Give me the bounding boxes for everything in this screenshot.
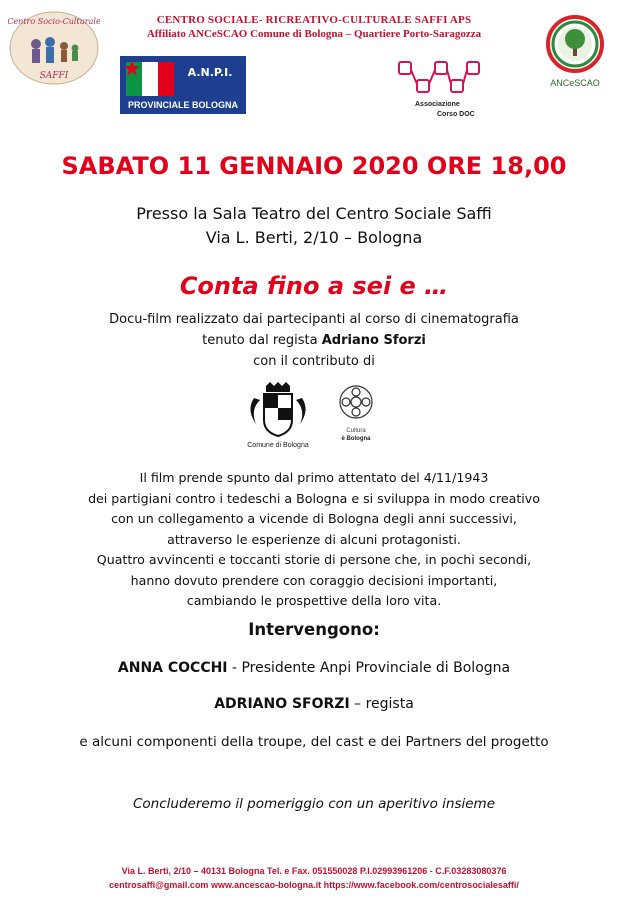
synopsis-line: hanno dovuto prendere con coraggio decisioni importanti, [130, 572, 498, 588]
comune-bologna-logo [240, 380, 316, 450]
speaker-adriano-sforzi [0, 696, 628, 712]
film-description: Docu-film realizzato dai partecipanti al corso di cinematografia [109, 312, 519, 327]
event-venue: Presso la Sala Teatro del Centro Sociale Saffi [136, 204, 492, 223]
contribution-line: con il contributo di [253, 354, 375, 369]
event-date: SABATO 11 GENNAIO 2020 ORE 18,00 [61, 152, 567, 180]
organization-name: CENTRO SOCIALE- RICREATIVO-CULTURALE SAFFI APS [156, 14, 472, 26]
speaker-role: – regista [349, 696, 414, 712]
synopsis-line: con un collegamento a vicende di Bologna degli anni successivi, [111, 511, 517, 526]
ancescao-logo-text: ANCeSCAO [550, 78, 600, 88]
footer-address: Via L. Berti, 2/10 – 40131 Bologna Tel. e Fax. 051550028 P.I.02993961206 - C.F.03283080376 [121, 866, 507, 876]
synopsis-line: Quattro avvincenti e toccanti storie di persone che, in pochi secondi, [96, 552, 532, 567]
saffi-logo-text: Centro Socio-Culturale [8, 17, 100, 26]
cultura-line2: è Bologna [341, 436, 371, 442]
organization-affiliation: Affiliato ANCeSCAO Comune di Bologna – Quartiere Porto-Saragozza [146, 28, 482, 40]
speaker-anna-cocchi [0, 660, 628, 676]
synopsis-line: cambiando le prospettive della loro vita. [186, 593, 442, 608]
cultura-bologna-logo [330, 382, 382, 448]
synopsis-line: dei partigiani contro i tedeschi a Bologna e si sviluppa in modo creativo [88, 490, 540, 506]
event-address: Via L. Berti, 2/10 – Bologna [205, 228, 423, 247]
film-director-line [0, 333, 628, 348]
corso-doc-logo [395, 58, 485, 120]
synopsis-line: Il film prende spunto dal primo attentato del 4/11/1943 [139, 470, 489, 485]
speaker-name: ADRIANO SFORZI [214, 696, 350, 712]
anpi-logo [120, 56, 246, 114]
saffi-logo-sub: SAFFI [39, 71, 69, 81]
corso-doc-line1: Associazione [415, 101, 460, 108]
anpi-logo-sub: PROVINCIALE BOLOGNA [127, 100, 239, 110]
director-prefix: tenuto dal regista [202, 333, 322, 348]
saffi-logo [8, 8, 100, 86]
director-name: Adriano Sforzi [321, 333, 426, 348]
cultura-line1: Cultura [346, 428, 366, 434]
synopsis-line: attraverso le esperienze di alcuni protagonisti. [167, 531, 461, 547]
comune-label: Comune di Bologna [247, 442, 309, 449]
corso-doc-line2: Corso DOC [437, 111, 475, 118]
footer-contacts: centrosaffi@gmail.com www.ancescao-bologna.it https://www.facebook.com/centrosocialesaffi/ [109, 880, 519, 890]
ancescao-logo [540, 14, 610, 90]
film-title: Conta fino a sei e … [179, 272, 449, 300]
other-participants: e alcuni componenti della troupe, del cast e dei Partners del progetto [79, 734, 549, 750]
speaker-role: - Presidente Anpi Provinciale di Bologna [227, 660, 511, 676]
film-synopsis [0, 468, 628, 612]
speakers-heading: Intervengono: [248, 620, 380, 639]
speaker-name: ANNA COCCHI [117, 660, 228, 676]
anpi-logo-text: A.N.P.I. [187, 66, 233, 79]
closing-note: Concluderemo il pomeriggio con un aperitivo insieme [132, 796, 496, 812]
